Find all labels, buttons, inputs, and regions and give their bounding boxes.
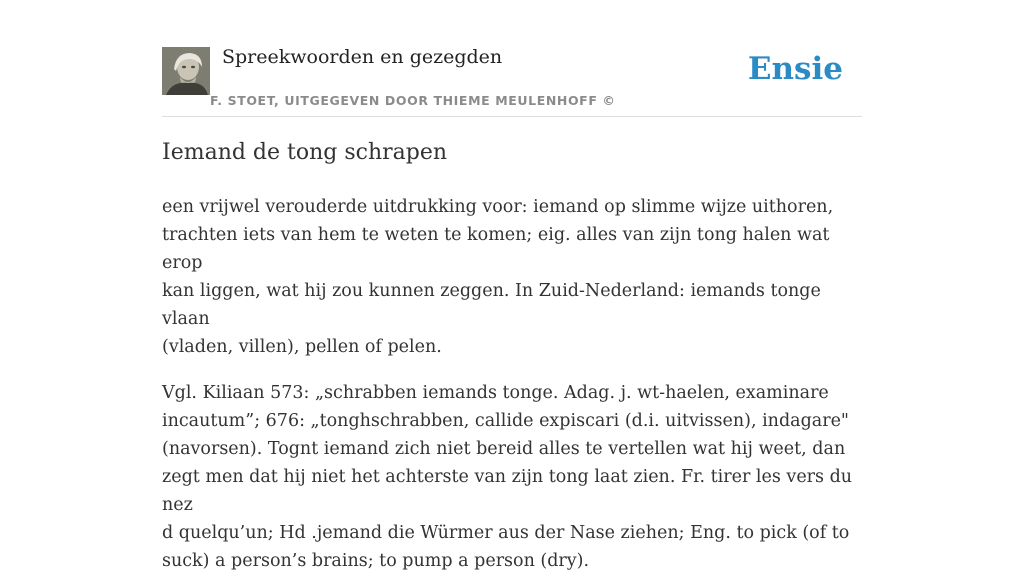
paragraph-definition xyxy=(162,193,862,361)
text-line: een vrijwel verouderde uitdrukking voor: iemand op slimme wijze uithoren, xyxy=(162,197,834,217)
entry-body xyxy=(162,193,862,575)
paragraph-etymology xyxy=(162,379,862,575)
book-title[interactable]: Spreekwoorden en gezegden xyxy=(222,46,503,68)
text-line: d quelqu’un; Hd .jemand die Würmer aus der Nase ziehen; Eng. to pick (of to xyxy=(162,523,850,543)
publisher-credit: F. STOET, UITGEGEVEN DOOR THIEME MEULENHOFF © xyxy=(210,93,616,108)
text-line: trachten iets van hem te weten te komen; eig. alles van zijn tong halen wat erop xyxy=(162,225,830,273)
text-line: incautum”; 676: „tonghschrabben, callide expiscari (d.i. uitvissen), indagare" xyxy=(162,411,849,431)
text-line: kan liggen, wat hij zou kunnen zeggen. In Zuid-Nederland: iemands tonge vlaan xyxy=(162,281,821,329)
author-portrait-icon[interactable] xyxy=(162,47,210,95)
text-line: suck) a person’s brains; to pump a person (dry). xyxy=(162,551,590,571)
header xyxy=(162,44,862,117)
text-line: (vladen, villen), pellen of pelen. xyxy=(162,337,442,357)
entry-title: Iemand de tong schrapen xyxy=(162,140,448,165)
ensie-logo[interactable]: Ensie xyxy=(747,51,843,87)
text-line: (navorsen). Tognt iemand zich niet bereid alles te vertellen wat hij weet, dan xyxy=(162,439,846,459)
text-line: zegt men dat hij niet het achterste van zijn tong laat zien. Fr. tirer les vers du nez xyxy=(162,467,853,515)
text-line: Vgl. Kiliaan 573: „schrabben iemands tonge. Adag. j. wt-haelen, examinare xyxy=(162,383,829,403)
